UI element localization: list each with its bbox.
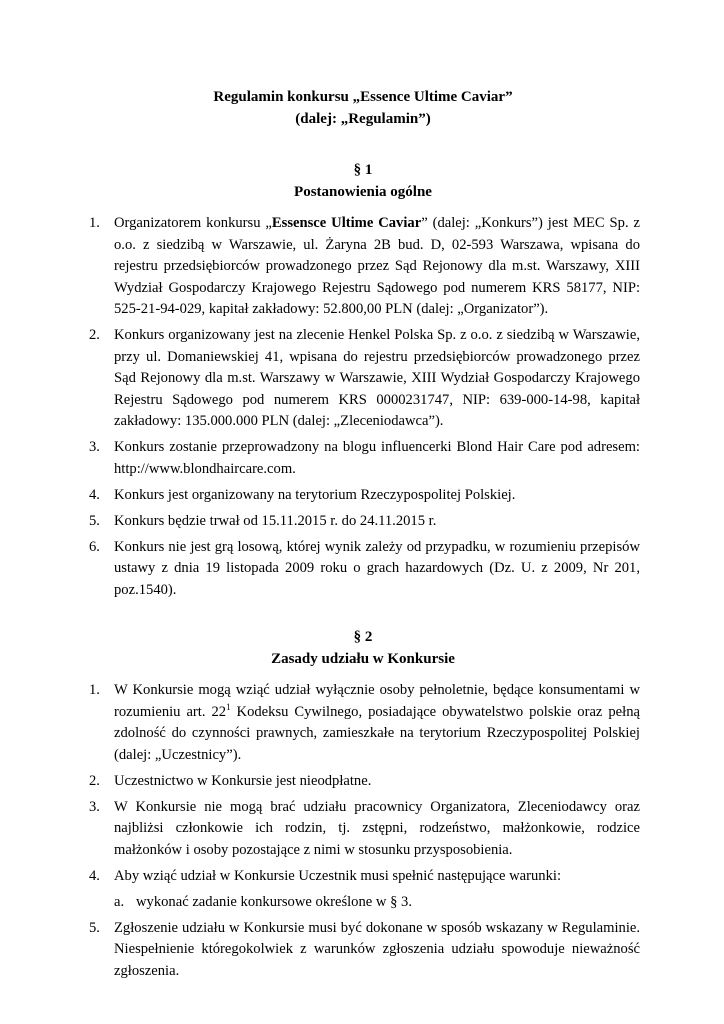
- document-title: Regulamin konkursu „Essence Ultime Caviar”: [213, 89, 513, 105]
- list-item: 1. Organizatorem konkursu „Essensce Ultime Caviar” (dalej: „Konkurs”) jest MEC Sp. z o.o. z siedzibą w Warszawie, ul. Żaryna 2B bud. D, 02-593 Warszawa, wpisana do rejestru przedsiębiorców prowadzonego przez Sąd Rejonowy dla m.st. Warszawy, XIII Wydział Gospodarczy Krajowego Rejestru Sądowego pod numerem KRS 58177, NIP: 525-21-94-029, kapitał zakładowy: 52.800,00 PLN (dalej: „Organizator”).: [89, 215, 640, 317]
- list-item: 6. Konkurs nie jest grą losową, której wynik zależy od przypadku, w rozumieniu przepisów ustawy z dnia 19 listopada 2009 roku o grach hazardowych (Dz. U. z 2009, Nr 201, poz.1540).: [89, 538, 640, 598]
- section-1-title: Postanowienia ogólne: [294, 184, 432, 200]
- contest-name: Essensce Ultime Caviar: [271, 215, 422, 231]
- list-item: 5. Konkurs będzie trwał od 15.11.2015 r. do 24.11.2015 r.: [89, 512, 437, 529]
- list-item: 4. Konkurs jest organizowany na terytorium Rzeczypospolitej Polskiej.: [89, 486, 516, 503]
- document-subtitle: (dalej: „Regulamin”): [295, 111, 431, 127]
- section-1-list: [86, 213, 640, 601]
- sub-list-item: a. wykonać zadanie konkursowe określone w § 3.: [114, 893, 412, 910]
- list-item: 4. Aby wziąć udział w Konkursie Uczestnik musi spełnić następujące warunki:: [89, 867, 562, 884]
- section-2-title: Zasady udziału w Konkursie: [271, 651, 455, 667]
- list-item: 2. Uczestnictwo w Konkursie jest nieodpłatne.: [89, 772, 372, 789]
- list-item: 3. W Konkursie nie mogą brać udziału pracownicy Organizatora, Zleceniodawcy oraz najbliżsi członkowie ich rodzin, tj. zstępni, rodzeństwo, małżonkowie, rodzice małżonków i osoby pozostające z nimi w stosunku przysposobienia.: [89, 798, 640, 858]
- list-item: 1. W Konkursie mogą wziąć udział wyłącznie osoby pełnoletnie, będące konsumentami w rozumieniu art. $22^1$ Kodeksu Cywilnego, posiadające obywatelstwo polskie oraz pełną zdolność do czynności prawnych, zamieszkałe na terytorium Rzeczypospolitej Polskiej (dalej: „Uczestnicy”).: [89, 682, 640, 763]
- section-2-list: [86, 680, 640, 982]
- list-item: 5. Zgłoszenie udziału w Konkursie musi być dokonane w sposób wskazany w Regulaminie. Niespełnienie któregokolwiek z warunków zgłoszenia udziału spowoduje nieważność zgłoszenia.: [89, 919, 640, 979]
- section-1-number: § 1: [353, 162, 373, 178]
- list-item: 3. Konkurs zostanie przeprowadzony na blogu influencerki Blond Hair Care pod adresem: http://www.blondhaircare.com.: [89, 439, 640, 477]
- list-item: 2. Konkurs organizowany jest na zlecenie Henkel Polska Sp. z o.o. z siedzibą w Warszawie, przy ul. Domaniewskiej 41, wpisana do rejestru przedsiębiorców prowadzonego przez Sąd Rejonowy dla m.st. Warszawy w Warszawie, XIII Wydział Gospodarczy Krajowego Rejestru Sądowego pod numerem KRS 0000231747, NIP: 639-000-14-98, kapitał zakładowy: 135.000.000 PLN (dalej: „Zleceniodawca”).: [89, 327, 640, 429]
- section-2-number: § 2: [353, 629, 373, 645]
